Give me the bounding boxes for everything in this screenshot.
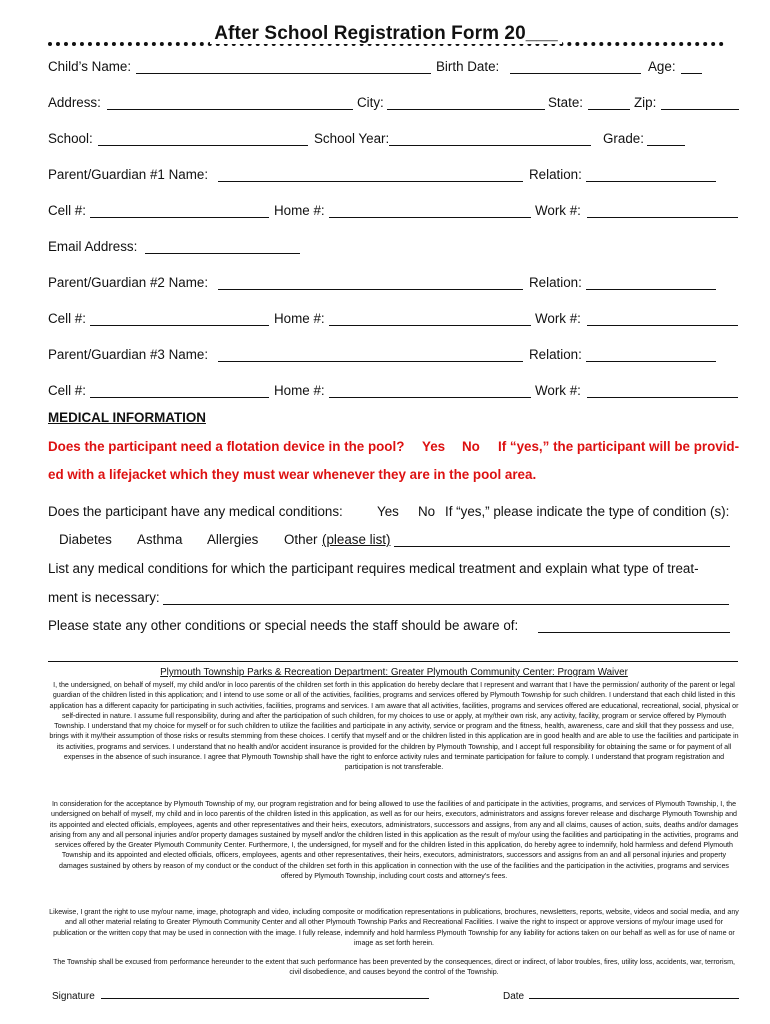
guardian1-home-label: Home #: [274, 203, 325, 218]
state-label: State: [548, 95, 583, 110]
guardian1-relation-field[interactable] [586, 167, 716, 182]
guardian3-label: Parent/Guardian #3 Name: [48, 347, 209, 362]
please-list-label: (please list) [322, 532, 391, 547]
allergies-option[interactable]: Allergies [207, 532, 259, 547]
age-label: Age: [648, 59, 676, 74]
treatment-question-line2: ment is necessary: [48, 590, 160, 605]
treatment-row-1 [48, 561, 740, 581]
date-label: Date [503, 991, 525, 1002]
child-name-field[interactable] [136, 59, 431, 74]
guardian2-work-label: Work #: [535, 311, 581, 326]
treatment-row-2 [48, 590, 740, 610]
city-field[interactable] [387, 95, 545, 110]
email-field[interactable] [145, 239, 300, 254]
age-field[interactable] [681, 59, 702, 74]
signature-block [52, 988, 429, 1002]
guardian2-label: Parent/Guardian #2 Name: [48, 275, 209, 290]
special-needs-extra-line[interactable] [48, 661, 738, 662]
conditions-no-option[interactable]: No [418, 504, 436, 519]
guardian2-home-field[interactable] [329, 311, 531, 326]
guardian3-work-field[interactable] [587, 383, 738, 398]
guardian2-home-label: Home #: [274, 311, 325, 326]
waiver-title: Plymouth Township Parks & Recreation Department: Greater Plymouth Community Center: Program Waiver [160, 667, 628, 678]
waiver-paragraph-3: Likewise, I grant the right to use my/our name, image, photograph and video, including composite or modification representations in publications, brochures, newsletters, reports, website, videos and social media, and any and all other material relating to Greater Plymouth Community Center and all other Plymouth Township Parks and Recreational Facilities. I waive the right to inspect or approve versions of my/our image used for publication or the written copy that may be used in connection with the image. I fully release, indemnify and hold harmless Plymouth Township for any liability for actions taken on our behalf as well as for use of name or image as set forth herein. [49, 908, 739, 947]
guardian3-cell-field[interactable] [90, 383, 269, 398]
guardian2-work-field[interactable] [587, 311, 738, 326]
asthma-option[interactable]: Asthma [137, 532, 183, 547]
school-year-label: School Year: [314, 131, 390, 146]
guardian1-label: Parent/Guardian #1 Name: [48, 167, 209, 182]
guardian1-relation-label: Relation: [529, 167, 582, 182]
guardian1-home-field[interactable] [329, 203, 531, 218]
flotation-question: Does the participant need a flotation device in the pool? [48, 439, 405, 454]
guardian2-relation-field[interactable] [586, 275, 716, 290]
grade-field[interactable] [647, 131, 685, 146]
guardian3-row [48, 347, 740, 367]
special-needs-question: Please state any other conditions or special needs the staff should be aware of: [48, 618, 519, 633]
guardian3-name-field[interactable] [218, 347, 523, 362]
conditions-row [48, 504, 740, 524]
medical-heading: MEDICAL INFORMATION [48, 410, 206, 425]
state-field[interactable] [588, 95, 630, 110]
guardian3-home-field[interactable] [329, 383, 531, 398]
birth-date-field[interactable] [510, 59, 641, 74]
address-field[interactable] [107, 95, 353, 110]
signature-field[interactable] [101, 988, 429, 999]
guardian2-cell-label: Cell #: [48, 311, 86, 326]
school-year-field[interactable] [389, 131, 591, 146]
treatment-field[interactable] [163, 590, 729, 605]
guardian3-home-label: Home #: [274, 383, 325, 398]
condition-types-row [48, 532, 740, 552]
other-conditions-field[interactable] [394, 532, 730, 547]
special-needs-field[interactable] [538, 618, 730, 633]
treatment-question-line1: List any medical conditions for which the participant requires medical treatment and explain what type of treat- [48, 561, 699, 576]
child-name-label: Child’s Name: [48, 59, 132, 74]
guardian1-cell-field[interactable] [90, 203, 269, 218]
other-option[interactable]: Other [284, 532, 318, 547]
guardian3-phone-row [48, 383, 740, 403]
waiver-paragraph-4: The Township shall be excused from performance hereunder to the extent that such performance has been prevented by the consequences, direct or indirect, of labor troubles, fires, utility loss, accidents, war, terrorism, civil disobedience, and causes beyond the control of the Township. [52, 958, 735, 977]
guardian2-relation-label: Relation: [529, 275, 582, 290]
guardian3-relation-label: Relation: [529, 347, 582, 362]
school-field[interactable] [98, 131, 308, 146]
grade-label: Grade: [603, 131, 644, 146]
form-header [48, 20, 724, 50]
guardian2-phone-row [48, 311, 740, 331]
guardian3-relation-field[interactable] [586, 347, 716, 362]
conditions-question: Does the participant have any medical conditions: [48, 504, 343, 519]
guardian2-row [48, 275, 740, 295]
guardian2-name-field[interactable] [218, 275, 523, 290]
date-block [503, 988, 739, 1002]
guardian2-cell-field[interactable] [90, 311, 269, 326]
email-row [48, 239, 740, 259]
flotation-note-line1: If “yes,” the participant will be provid- [498, 439, 740, 454]
flotation-question-row [48, 439, 740, 454]
conditions-note: If “yes,” please indicate the type of condition (s): [445, 504, 730, 519]
guardian1-work-label: Work #: [535, 203, 581, 218]
conditions-yes-option[interactable]: Yes [377, 504, 399, 519]
waiver-paragraph-2: In consideration for the acceptance by Plymouth Township of my, our program registration and for being allowed to use the facilities of and participate in the activities, programs, and services of Plymouth Township, I, the undersigned on behalf of myself, my child and in loco parentis of the children listed in this application, as well as for our heirs, executors, administrators and assigns forever release and discharge Plymouth Township and its appointed and elected officials, employees, agents and other representatives and their heirs, executors, administrators, successors and assigns, from any and all claims, causes of action, suits, deaths and/or damages arising from any and all personal injuries and/or property damages sustained by myself and/or the children listed in this application as the result of my/our using the facilities and participating in the activities, programs and services offered by the Greater Plymouth Community Center. Furthermore, I, the undersigned, for myself and for the children listed in this application, do hereby agree to indemnify, hold harmless and defend Plymouth Township and its appointed and elected officials, officers, employees, agents and other representatives, their heirs, executors, administrators, successors and assigns from an and all personal injuries and property damages sustained by others by reason of my conduct or the conduct of the children set forth in this application in connection with the use of the facilities and the participation in the activities, programs and services offered by Plymouth Township, including court costs and attorney’s fees. [49, 800, 739, 881]
school-label: School: [48, 131, 93, 146]
address-row [48, 95, 740, 115]
diabetes-option[interactable]: Diabetes [59, 532, 112, 547]
school-row [48, 131, 740, 151]
form-title: After School Registration Form 20___ [210, 23, 562, 44]
guardian1-row [48, 167, 740, 187]
flotation-no-option[interactable]: No [462, 439, 480, 454]
guardian1-name-field[interactable] [218, 167, 523, 182]
zip-label: Zip: [634, 95, 657, 110]
flotation-note-line2: ed with a lifejacket which they must wear whenever they are in the pool area. [48, 467, 537, 482]
guardian3-cell-label: Cell #: [48, 383, 86, 398]
special-needs-row [48, 618, 740, 638]
city-label: City: [357, 95, 384, 110]
zip-field[interactable] [661, 95, 739, 110]
child-info-row [48, 59, 740, 79]
birth-date-label: Birth Date: [436, 59, 500, 74]
email-label: Email Address: [48, 239, 138, 254]
guardian1-cell-label: Cell #: [48, 203, 86, 218]
address-label: Address: [48, 95, 101, 110]
guardian1-phone-row [48, 203, 740, 223]
signature-label: Signature [52, 991, 95, 1002]
date-field[interactable] [529, 988, 739, 999]
guardian1-work-field[interactable] [587, 203, 738, 218]
waiver-paragraph-1: I, the undersigned, on behalf of myself, my child and/or in loco parentis of the children set forth in this application do hereby declare that I represent and warrant that I have the permission/ authority of the parent or legal guardian of the children listed in this application; and I intend to use some or all of the activities, facilities, programs and services offered by Plymouth Township for such children. I understand that each child listed in this application has a different capacity for participating in such activities, facilities, programs and services. I am aware that all activities, facilities, programs and services offered are educational, recreational, social, physical or self-directed in nature. I assume full responsibility, during and after the participation of such children, for my choices to use or apply, at my/their own risk, any activity, facility, program or service offered by Plymouth Township. I understand that my choice for myself or for such children to utilize the facilities and participate in any activity, service or program and the fitness, health, awareness, care and skill that they possess and use, brings with it my/their assumption of those risks or results stemming from these choices. I certify that myself and or the children listed in this application are in good health and are able to use the facilities and participate in its activities, programs and services. I understand that no health and/or accident insurance is provided for the children by Plymouth Township, and I accept full responsibility for obtaining the same or for payment of all expenses in the absence of such insurance. I agree that Plymouth Township shall have the right to enforce activity rules and terminate participation for failure to comply. I understand that program registration and participation is not transferable. [49, 681, 739, 772]
guardian3-work-label: Work #: [535, 383, 581, 398]
flotation-yes-option[interactable]: Yes [422, 439, 446, 454]
